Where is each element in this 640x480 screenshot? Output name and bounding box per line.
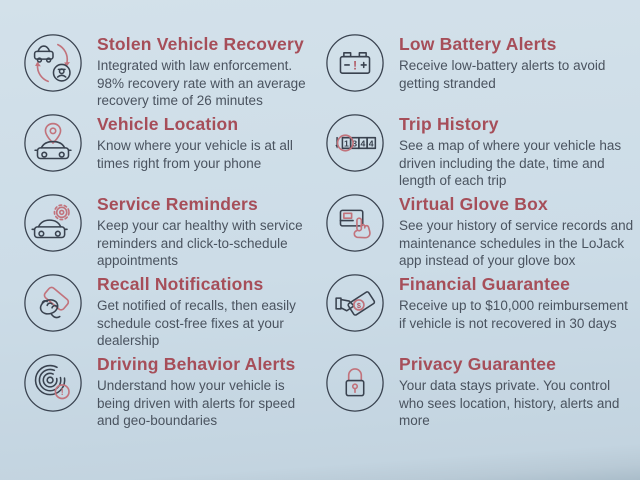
feature-driving-behavior-alerts (22, 352, 324, 432)
feature-title: Recall Notifications (97, 274, 264, 294)
battery-alert-icon (324, 32, 386, 94)
money-in-hand-icon (324, 272, 386, 334)
feature-virtual-glove-box (324, 192, 634, 272)
svg-text:$: $ (356, 300, 361, 310)
feature-privacy-guarantee (324, 352, 634, 432)
feature-description: Your data stays private. You control who sees location, history, alerts and more (399, 378, 620, 429)
feature-title: Privacy Guarantee (399, 354, 557, 374)
car-gear-icon (22, 192, 84, 254)
padlock-icon (324, 352, 386, 414)
feature-recall-notifications (22, 272, 324, 352)
feature-description: See a map of where your vehicle has driven including the date, time and length of each trip (399, 138, 622, 189)
feature-title: Stolen Vehicle Recovery (97, 34, 304, 54)
feature-title: Low Battery Alerts (399, 34, 557, 54)
feature-trip-history (324, 112, 634, 192)
feature-description: See your history of service records and maintenance schedules in the LoJack app instead of your glove box (399, 218, 634, 269)
feature-title: Driving Behavior Alerts (97, 354, 296, 374)
feature-title: Financial Guarantee (399, 274, 571, 294)
feature-description: Keep your car healthy with service reminders and click-to-schedule appointments (97, 218, 303, 269)
feature-description: Receive low-battery alerts to avoid getting stranded (399, 58, 606, 91)
police-car-recovery-icon (22, 32, 84, 94)
svg-text:!: ! (60, 387, 64, 399)
car-location-pin-icon (22, 112, 84, 174)
feature-title: Service Reminders (97, 194, 258, 214)
feature-low-battery-alerts (324, 32, 634, 112)
feature-vehicle-location (22, 112, 324, 192)
svg-text:3: 3 (352, 138, 358, 149)
feature-description: Receive up to $10,000 reimbursement if vehicle is not recovered in 30 days (399, 298, 628, 331)
hand-holding-phone-icon (22, 272, 84, 334)
svg-text:4: 4 (368, 138, 374, 149)
radar-alert-icon (22, 352, 84, 414)
feature-description: Understand how your vehicle is being driven with alerts for speed and geo-boundaries (97, 378, 296, 429)
feature-service-reminders (22, 192, 324, 272)
glovebox-hand-pointer-icon (324, 192, 386, 254)
feature-title: Trip History (399, 114, 499, 134)
feature-description: Integrated with law enforcement. 98% recovery rate with an average recovery time of 26 minutes (97, 58, 306, 109)
feature-description: Know where your vehicle is at all times right from your phone (97, 138, 293, 171)
feature-description: Get notified of recalls, then easily schedule cost-free fixes at your dealership (97, 298, 296, 349)
svg-text:4: 4 (360, 138, 366, 149)
svg-text:1: 1 (344, 138, 349, 149)
feature-title: Virtual Glove Box (399, 194, 548, 214)
feature-stolen-vehicle-recovery (22, 32, 324, 112)
feature-financial-guarantee (324, 272, 634, 352)
odometer-history-icon (324, 112, 386, 174)
svg-text:!: ! (353, 59, 357, 73)
feature-title: Vehicle Location (97, 114, 239, 134)
